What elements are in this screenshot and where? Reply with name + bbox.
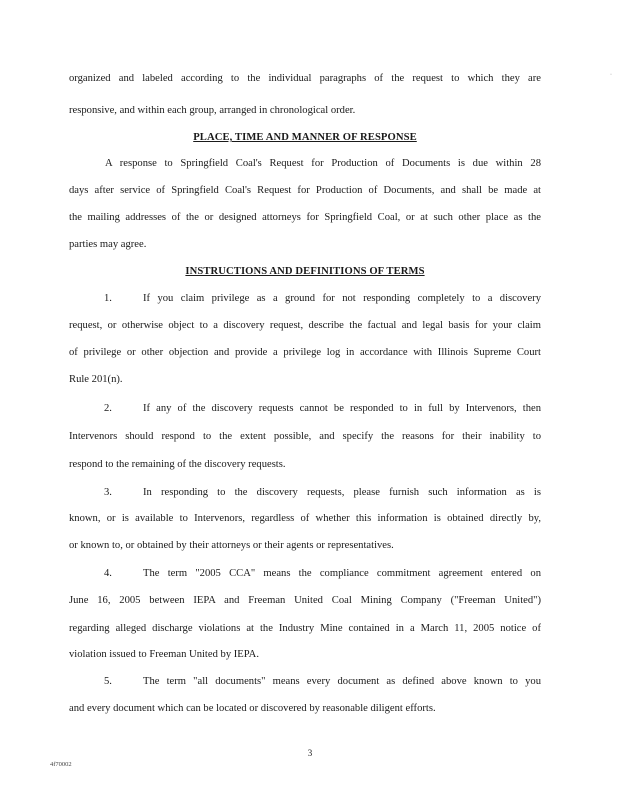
item-1-first-line: If you claim privilege as a ground for not responding completely to a discovery xyxy=(143,293,541,304)
item-4-line-4: violation issued to Freeman United by IEPA. xyxy=(69,649,259,660)
intro-line-2: responsive, and within each group, arranged in chronological order. xyxy=(69,105,356,116)
intro-line-1: organized and labeled according to the individual paragraphs of the request to which they are xyxy=(69,73,541,84)
item-1-number: 1. xyxy=(104,293,112,304)
item-3-first-line: In responding to the discovery requests, please furnish such information as is xyxy=(143,487,541,498)
item-2-first-line: If any of the discovery requests cannot be responded to in full by Intervenors, then xyxy=(143,403,541,414)
document-id: 4f70002 xyxy=(50,761,72,768)
page-number: 3 xyxy=(307,748,313,758)
section1-line-1: A response to Springfield Coal's Request for Production of Documents is due within 28 xyxy=(105,158,541,169)
item-5-line-2: and every document which can be located or discovered by reasonable diligent efforts. xyxy=(69,703,436,714)
section-heading-place-time-manner: PLACE, TIME AND MANNER OF RESPONSE xyxy=(193,132,417,143)
item-4-line-2: June 16, 2005 between IEPA and Freeman United Coal Mining Company ("Freeman United") xyxy=(69,595,541,606)
item-5-first-line: The term "all documents" means every document as defined above known to you xyxy=(143,676,541,687)
section1-line-4: parties may agree. xyxy=(69,239,147,250)
item-1-line-3: of privilege or other objection and provide a privilege log in accordance with Illinois Supreme Court xyxy=(69,347,541,358)
item-2-line-2: Intervenors should respond to the extent possible, and specify the reasons for their inability to xyxy=(69,431,541,442)
item-3-line-3: or known to, or obtained by their attorneys or their agents or representatives. xyxy=(69,540,394,551)
item-5-number: 5. xyxy=(104,676,112,687)
item-3-number: 3. xyxy=(104,487,112,498)
section1-line-2: days after service of Springfield Coal's Request for Production of Documents, and shall be made at xyxy=(69,185,541,196)
section-heading-instructions-definitions: INSTRUCTIONS AND DEFINITIONS OF TERMS xyxy=(185,266,425,277)
item-4-line-3: regarding alleged discharge violations at the Industry Mine contained in a March 11, 2005 notice of xyxy=(69,623,541,634)
scan-speck: · xyxy=(610,72,612,78)
item-4-first-line: The term "2005 CCA" means the compliance commitment agreement entered on xyxy=(143,568,541,579)
item-3-line-2: known, or is available to Intervenors, regardless of whether this information is obtained directly by, xyxy=(69,513,541,524)
item-1-line-4: Rule 201(n). xyxy=(69,374,123,385)
section1-line-3: the mailing addresses of the or designed attorneys for Springfield Coal, or at such other place as the xyxy=(69,212,541,223)
item-2-line-3: respond to the remaining of the discovery requests. xyxy=(69,459,286,470)
item-1-line-2: request, or otherwise object to a discovery request, describe the factual and legal basis for your claim xyxy=(69,320,541,331)
item-2-number: 2. xyxy=(104,403,112,414)
item-4-number: 4. xyxy=(104,568,112,579)
